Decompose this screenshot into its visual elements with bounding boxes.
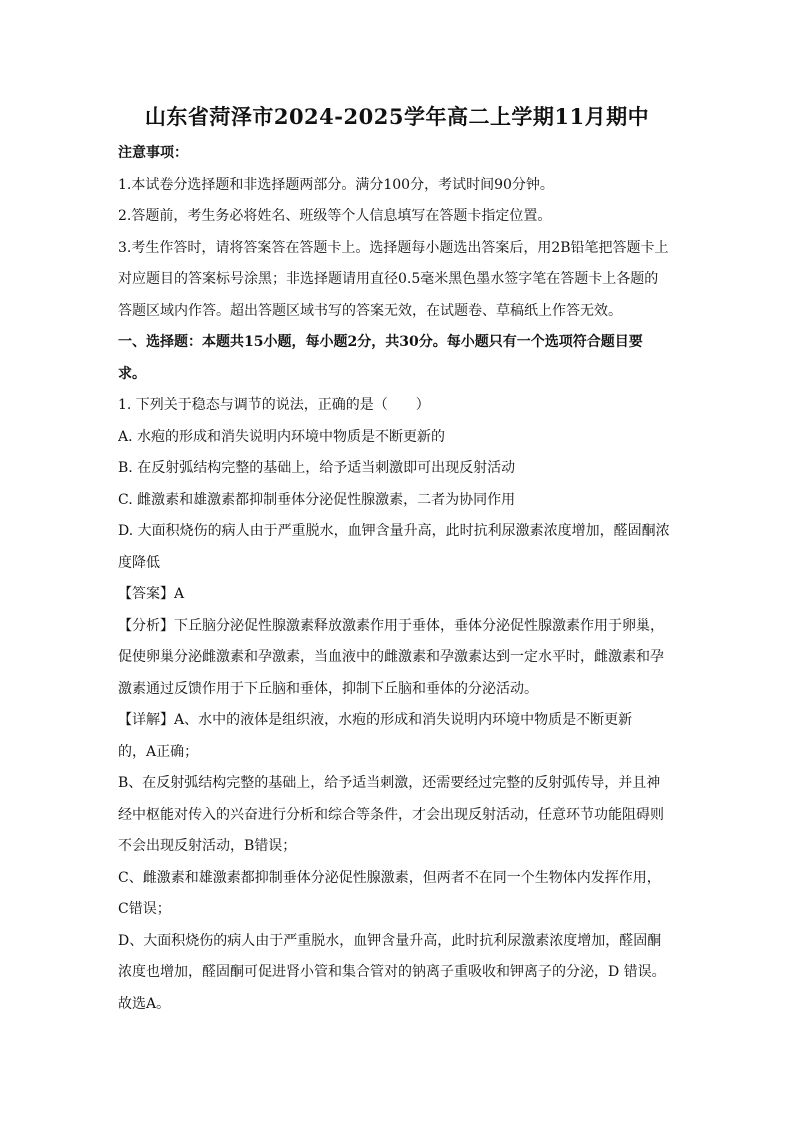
detail-line-4: 经中枢能对传入的兴奋进行分析和综合等条件，才会出现反射活动，任意环节功能阻碍则 — [118, 806, 664, 823]
notice-heading: 注意事项： — [118, 145, 188, 161]
detail-line-6: C、雌激素和雄激素都抑制垂体分泌促性腺激素，但两者不在同一个生物体内发挥作用， — [118, 869, 661, 886]
question-1-answer: 【答案】A — [118, 586, 185, 602]
document-body — [118, 138, 678, 1020]
detail-line-9: 浓度也增加，醛固酮可促进肾小管和集合管对的钠离子重吸收和钾离子的分泌，D 错误。 — [118, 964, 666, 980]
notice-item-3-line-1: 3.考生作答时，请将答案答在答题卡上。选择题每小题选出答案后，用2B铅笔把答题卡上 — [118, 239, 669, 256]
document-title: 山东省菏泽市2024-2025学年高二上学期11月期中 — [144, 104, 650, 129]
detail-line-7: C错误； — [118, 901, 171, 917]
detail-line-3: B、在反射弧结构完整的基础上，给予适当刺激，还需要经过完整的反射弧传导，并且神 — [118, 775, 661, 791]
detail-line-5: 不会出现反射活动，B错误； — [118, 838, 297, 854]
section-heading-line-1: 一、选择题：本题共15小题，每小题2分，共30分。每小题只有一个选项符合题目要 — [118, 334, 643, 350]
analysis-line-3: 激素通过反馈作用于下丘脑和垂体，抑制下丘脑和垂体的分泌活动。 — [118, 680, 538, 697]
notice-item-1: 1.本试卷分选择题和非选择题两部分。满分100分，考试时间90分钟。 — [118, 176, 554, 193]
analysis-line-2: 促使卵巢分泌雌激素和孕激素，当血液中的雌激素和孕激素达到一定水平时，雌激素和孕 — [118, 649, 664, 665]
detail-line-10: 故选A。 — [118, 995, 171, 1012]
question-1-option-c: C. 雌激素和雄激素都抑制垂体分泌促性腺激素，二者为协同作用 — [118, 491, 516, 508]
question-1-stem: 1. 下列关于稳态与调节的说法，正确的是（ ） — [118, 397, 430, 413]
analysis-line-1: 【分析】下丘脑分泌促性腺激素释放激素作用于垂体，垂体分泌促性腺激素作用于卵巢， — [118, 617, 664, 634]
detail-line-8: D、大面积烧伤的病人由于严重脱水，血钾含量升高，此时抗利尿激素浓度增加，醛固酮 — [118, 932, 662, 949]
question-1-option-d-line-2: 度降低 — [118, 554, 160, 571]
question-1-option-b: B. 在反射弧结构完整的基础上，给予适当刺激即可出现反射活动 — [118, 460, 516, 476]
section-heading-line-2: 求。 — [118, 365, 146, 382]
question-1-option-d-line-1: D. 大面积烧伤的病人由于严重脱水，血钾含量升高，此时抗利尿激素浓度增加，醛固酮浓 — [118, 523, 670, 539]
notice-item-3-line-3: 答题区域内作答。超出答题区域书写的答案无效，在试题卷、草稿纸上作答无效。 — [118, 302, 622, 319]
notice-item-3-line-2: 对应题目的答案标号涂黑；非选择题请用直径0.5毫米黑色墨水签字笔在答题卡上各题的 — [118, 271, 659, 287]
question-1-option-a: A. 水疱的形成和消失说明内环境中物质是不断更新的 — [118, 428, 446, 445]
notice-item-2: 2.答题前，考生务必将姓名、班级等个人信息填写在答题卡指定位置。 — [118, 208, 552, 224]
detail-line-2: 的，A正确； — [118, 743, 199, 760]
detail-line-1: 【详解】A、水中的液体是组织液，水疱的形成和消失说明内环境中物质是不断更新 — [118, 712, 633, 728]
